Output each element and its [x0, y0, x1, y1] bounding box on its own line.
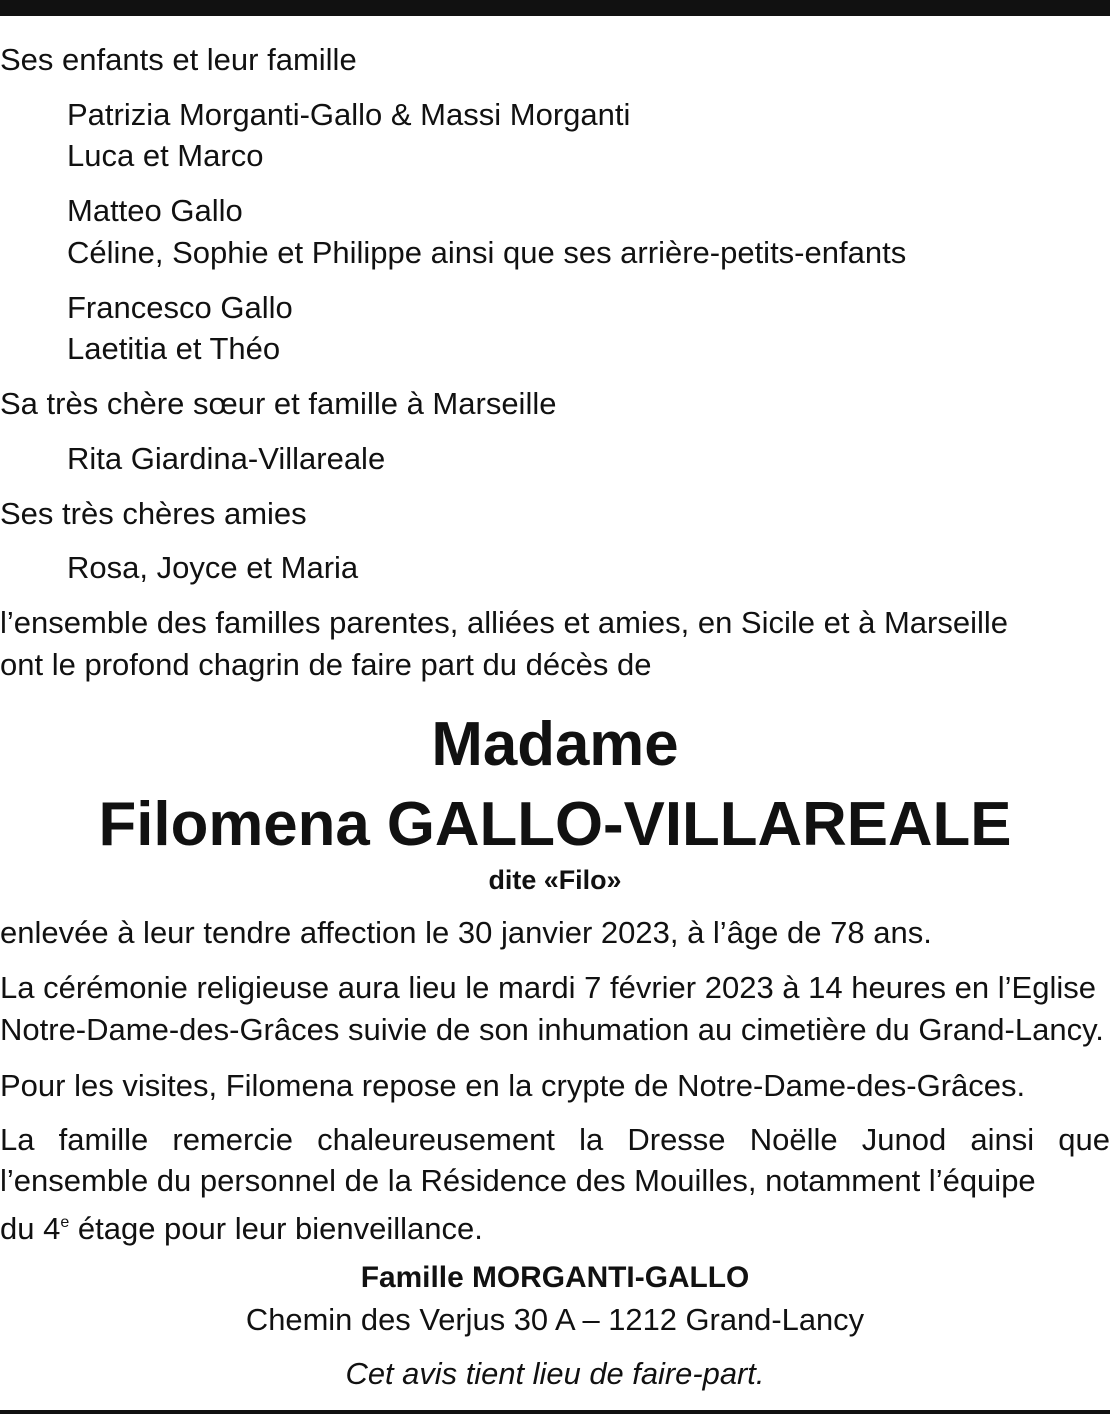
friends-heading: Ses très chères amies — [0, 496, 307, 531]
closing-note: Cet avis tient lieu de faire-part. — [345, 1356, 765, 1391]
top-rule — [0, 0, 1110, 16]
deceased-name: Filomena GALLO-VILLAREALE — [98, 790, 1012, 859]
thanks-line1: La famille remercie chaleureusement la Dresse Noëlle Junod ainsi que — [0, 1122, 1110, 1157]
children-heading: Ses enfants et leur famille — [0, 42, 357, 77]
child2-line2: Céline, Sophie et Philippe ainsi que ses arrière-petits-enfants — [67, 235, 907, 270]
sister-name: Rita Giardina-Villareale — [67, 441, 386, 476]
child3-line1: Francesco Gallo — [67, 290, 293, 325]
bottom-rule — [0, 1410, 1110, 1414]
thanks-line3-suffix: étage pour leur bienveillance. — [69, 1211, 483, 1246]
ordinal-superscript: e — [60, 1214, 70, 1231]
friends-names: Rosa, Joyce et Maria — [67, 550, 359, 585]
child3-line2: Laetitia et Théo — [67, 331, 281, 366]
deceased-nickname: dite «Filo» — [488, 865, 622, 895]
thanks-line2: l’ensemble du personnel de la Résidence des Mouilles, notamment l’équipe — [0, 1163, 1036, 1198]
families-line: l’ensemble des familles parentes, alliées et amies, en Sicile et à Marseille — [0, 605, 1008, 640]
family-signature: Famille MORGANTI-GALLO — [360, 1261, 750, 1294]
visits-line: Pour les visites, Filomena repose en la crypte de Notre-Dame-des-Grâces. — [0, 1068, 1026, 1103]
thanks-line3 — [0, 1203, 483, 1249]
deceased-title: Madame — [431, 710, 679, 779]
thanks-line3-prefix: du 4 — [0, 1211, 61, 1246]
child2-line1: Matteo Gallo — [67, 193, 243, 228]
sister-heading: Sa très chère sœur et famille à Marseille — [0, 386, 557, 421]
ceremony-line1: La cérémonie religieuse aura lieu le mardi 7 février 2023 à 14 heures en l’Eglise — [0, 970, 1096, 1005]
announce-line: ont le profond chagrin de faire part du décès de — [0, 647, 652, 682]
child1-line1: Patrizia Morganti-Gallo & Massi Morganti — [67, 97, 631, 132]
ceremony-line2: Notre-Dame-des-Grâces suivie de son inhumation au cimetière du Grand-Lancy. — [0, 1012, 1104, 1047]
death-line: enlevée à leur tendre affection le 30 janvier 2023, à l’âge de 78 ans. — [0, 915, 932, 950]
child1-line2: Luca et Marco — [67, 138, 264, 173]
family-address: Chemin des Verjus 30 A – 1212 Grand-Lancy — [245, 1302, 865, 1337]
